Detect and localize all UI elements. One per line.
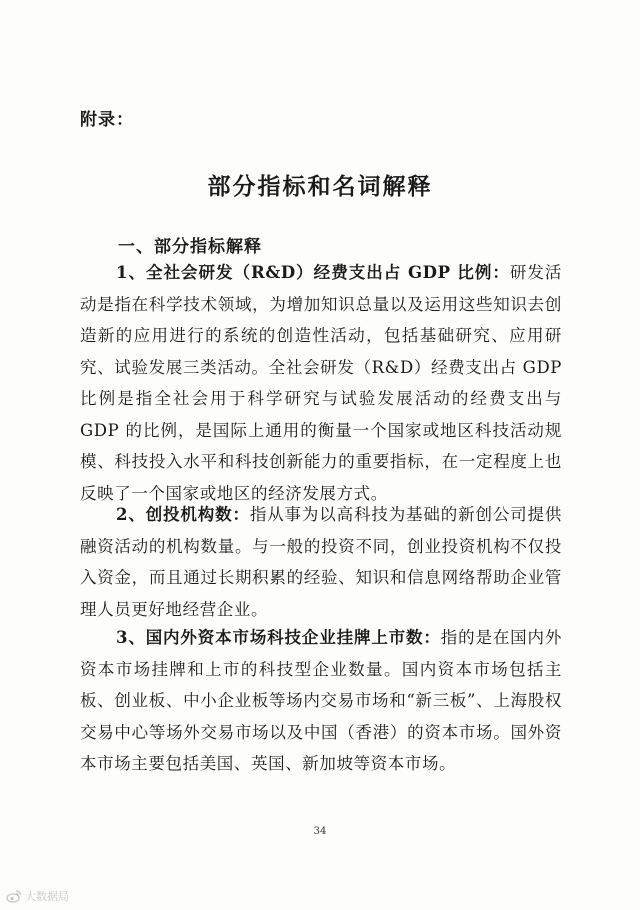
term-label: 1、全社会研发（R&D）经费支出占 GDP 比例： — [116, 263, 510, 282]
paragraph-rd-expenditure — [80, 257, 562, 509]
paragraph-listed-tech-companies — [80, 622, 562, 780]
term-definition: 指从事为以高科技为基础的新创公司提供融资活动的机构数量。与一般的投资不同，创业投资机构不仅投入资金，而且通过长期积累的经验、知识和信息网络帮助企业管理人员更好地经营企业。 — [80, 505, 562, 619]
weibo-icon — [6, 889, 22, 903]
appendix-label: 附录： — [80, 110, 134, 130]
page-number: 34 — [313, 826, 327, 837]
term-definition: 研发活动是指在科学技术领域，为增加知识总量以及运用这些知识去创造新的应用进行的系统的创造性活动，包括基础研究、应用研究、试验发展三类活动。全社会研发（R&D）经费支出占 GDP 比例是指全社会用于科学研究与试验发展活动的经费支出与 GDP 的比例，是国际上通用的衡量一个国家或地区科技活动规模、科技投入水平和科技创新能力的重要指标，在一定程度上也反映了一个国家或地区的经济发展方式。 — [80, 263, 562, 503]
term-definition: 指的是在国内外资本市场挂牌和上市的科技型企业数量。国内资本市场包括主板、创业板、中小企业板等场内交易市场和“新三板”、上海股权交易中心等场外交易市场以及中国（香港）的资本市场。国外资本市场主要包括美国、英国、新加坡等资本市场。 — [80, 628, 562, 773]
section-heading: 一、部分指标解释 — [118, 237, 262, 257]
watermark — [6, 888, 69, 904]
paragraph-vc-institutions — [80, 499, 562, 625]
term-label: 3、国内外资本市场科技企业挂牌上市数： — [116, 628, 441, 647]
page-title: 部分指标和名词解释 — [207, 173, 433, 200]
watermark-text: 大数据局 — [25, 890, 69, 903]
term-label: 2、创投机构数： — [116, 505, 250, 524]
